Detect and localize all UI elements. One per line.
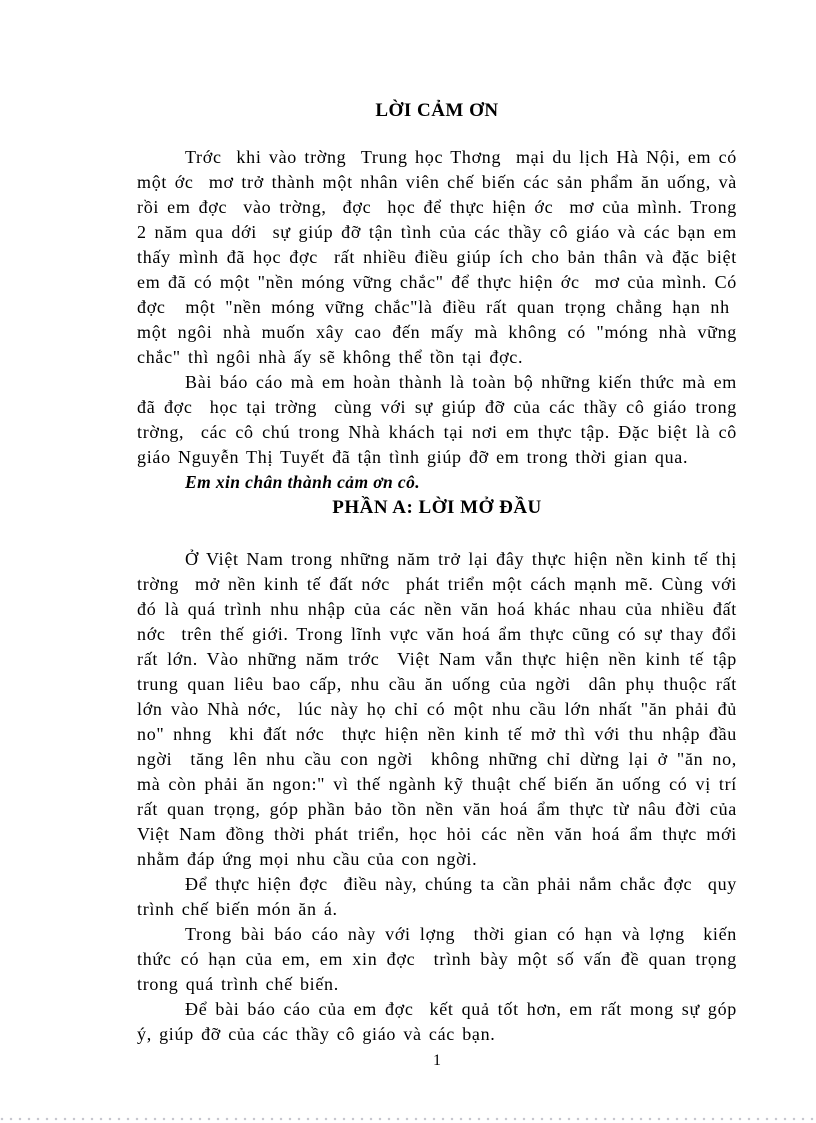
intro-paragraph-1: Ở Việt Nam trong những năm trở lại đây thực hiện nền kinh tế thị trờng mở nền kinh tế đất nớc phát triển một cách mạnh mẽ. Cùng với đó là quá trình nhu nhập của các nền văn hoá khác nhau của nhiều đất nớc trên thế giới. Trong lĩnh vực văn hoá ẩm thực cũng có sự thay đổi rất lớn. Vào những năm trớc Việt Nam vẫn thực hiện nền kinh tế tập trung quan liêu bao cấp, nhu cầu ăn uống của ngời dân phụ thuộc rất lớn vào Nhà nớc, lúc này họ chỉ có một nhu cầu lớn nhất "ăn phải đủ no" nhng khi đất nớc thực hiện nền kinh tế mở thì với thu nhập đầu ngời tăng lên nhu cầu con ngời không những chỉ dừng lại ở "ăn no, mà còn phải ăn ngon:" vì thế ngành kỹ thuật chế biến ăn uống có vị trí rất quan trọng, góp phần bảo tồn nền văn hoá ẩm thực từ nâu đời của Việt Nam đồng thời phát triển, học hỏi các nền văn hoá ẩm thực mới nhằm đáp ứng mọi nhu cầu của con ngời.	[137, 549, 737, 869]
acknowledgement-heading: LỜI CẢM ƠN	[375, 100, 499, 121]
page-bottom-edge-dots	[0, 1117, 816, 1121]
intro-paragraph-3: Trong bài báo cáo này với lợng thời gian có hạn và lợng kiến thức có hạn của em, em xin đợc trình bày một số vấn đề quan trọng trong quá trình chế biến.	[137, 924, 737, 994]
acknowledgement-paragraph-2: Bài báo cáo mà em hoàn thành là toàn bộ những kiến thức mà em đã đợc học tại trờng cùng với sự giúp đỡ của các thầy cô giáo trong trờng, các cô chú trong Nhà khách tại nơi em thực tập. Đặc biệt là cô giáo Nguyễn Thị Tuyết đã tận tình giúp đỡ em trong thời gian qua.	[137, 372, 737, 467]
section-heading-part-a: PHẦN A: LỜI MỞ ĐẦU	[332, 497, 542, 518]
acknowledgement-closing-line: Em xin chân thành cảm ơn cô.	[185, 472, 421, 492]
text-block	[137, 0, 737, 1047]
page-number: 1	[433, 1052, 441, 1069]
intro-paragraph-4: Để bài báo cáo của em đợc kết quả tốt hơn, em rất mong sự góp ý, giúp đỡ của các thầy cô giáo và các bạn.	[137, 999, 737, 1044]
acknowledgement-paragraph-1: Trớc khi vào trờng Trung học Thơng mại du lịch Hà Nội, em có một ớc mơ trở thành một nhân viên chế biến các sản phẩm ăn uống, và rồi em đợc vào trờng, đợc học để thực hiện ớc mơ của mình. Trong 2 năm qua dới sự giúp đỡ tận tình của các thầy cô giáo và các bạn em thấy mình đã học đợc rất nhiều điều giúp ích cho bản thân và đặc biệt em đã có một "nền móng vững chắc" để thực hiện ớc mơ của mình. Có đợc một "nền móng vững chắc"là điều rất quan trọng chẳng hạn nh một ngôi nhà muốn xây cao đến mấy mà không có "móng nhà vững chắc" thì ngôi nhà ấy sẽ không thể tồn tại đợc.	[137, 147, 737, 367]
intro-paragraph-2: Để thực hiện đợc điều này, chúng ta cần phải nắm chắc đợc quy trình chế biến món ăn á.	[137, 874, 737, 919]
